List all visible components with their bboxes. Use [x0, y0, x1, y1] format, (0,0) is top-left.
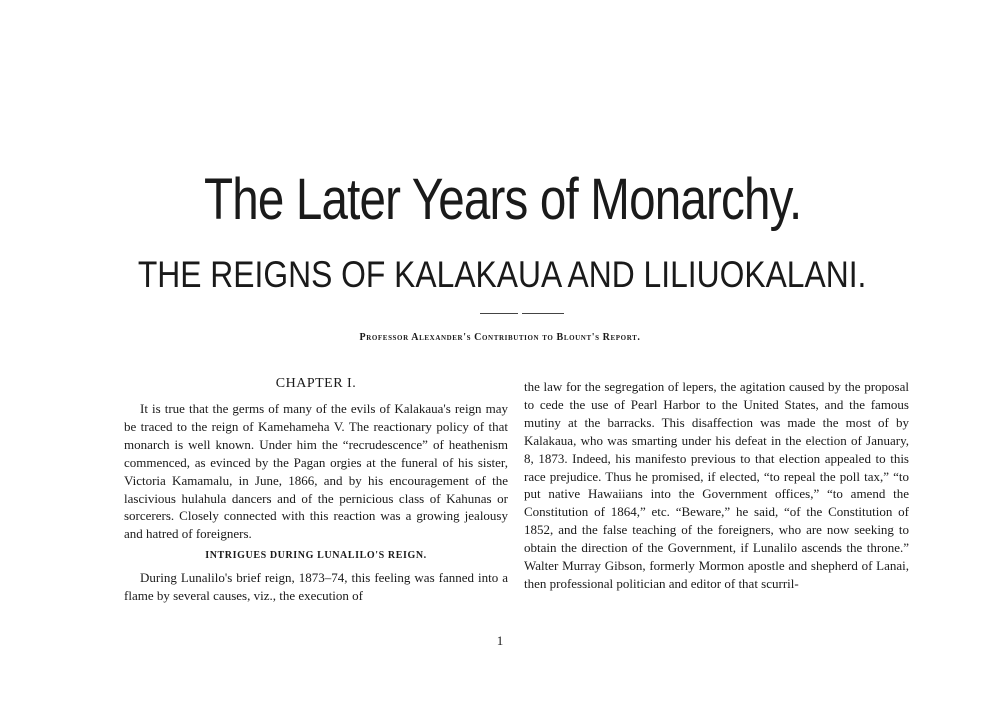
chapter-heading: CHAPTER I.	[275, 376, 357, 391]
page-number: 1	[496, 633, 504, 648]
paragraph: During Lunalilo's brief reign, 1873–74, this feeling was fanned into a flame by several causes, viz., the execution of	[124, 570, 508, 604]
document-title: The Later Years of Monarchy.	[203, 167, 802, 232]
left-column	[124, 374, 508, 605]
right-column	[524, 378, 909, 593]
paragraph: the law for the segregation of lepers, the agitation caused by the proposal to cede the use of Pearl Harbor to the United States, and the famous mutiny at the barracks. This disaffection was made the most of by Kalakaua, who was smarting under his defeat in the election of January, 8, 1873. Indeed, his manifesto previous to that election appealed to this race prejudice. Thus he promised, if elected, “to repeal the poll tax,” “to put native Hawaiians into the Government offices,” “to amend the Constitution of 1864,” etc. “Beware,” he said, “of the Constitution of 1852, and the false teaching of the foreigners, who are now seeking to obtain the direction of the Government, if Lunalilo ascends the throne.” Walter Murray Gibson, formerly Mormon apostle and shepherd of Lanai, then professional politician and editor of that scurril-	[524, 379, 909, 591]
title-rule-right	[522, 313, 564, 314]
byline: Professor Alexander's Contribution to Blount's Report.	[359, 332, 641, 343]
paragraph: It is true that the germs of many of the evils of Kalakaua's reign may be traced to the reign of Kamehameha V. The reactionary policy of that monarch is well known. Under him the “recrudescence” of heathenism commenced, as evinced by the Pagan orgies at the funeral of his sister, Victoria Kamamalu, in June, 1866, and by his encouragement of the lascivious hulahula dancers and of the pernicious class of Kahunas or sorcerers. Closely connected with this reaction was a growing jealousy and hatred of foreigners.	[124, 401, 508, 542]
section-heading: INTRIGUES DURING LUNALILO'S REIGN.	[205, 550, 427, 562]
document-subtitle: THE REIGNS OF KALAKAUA AND LILIUOKALANI.	[137, 254, 867, 295]
title-rule-left	[480, 313, 518, 314]
